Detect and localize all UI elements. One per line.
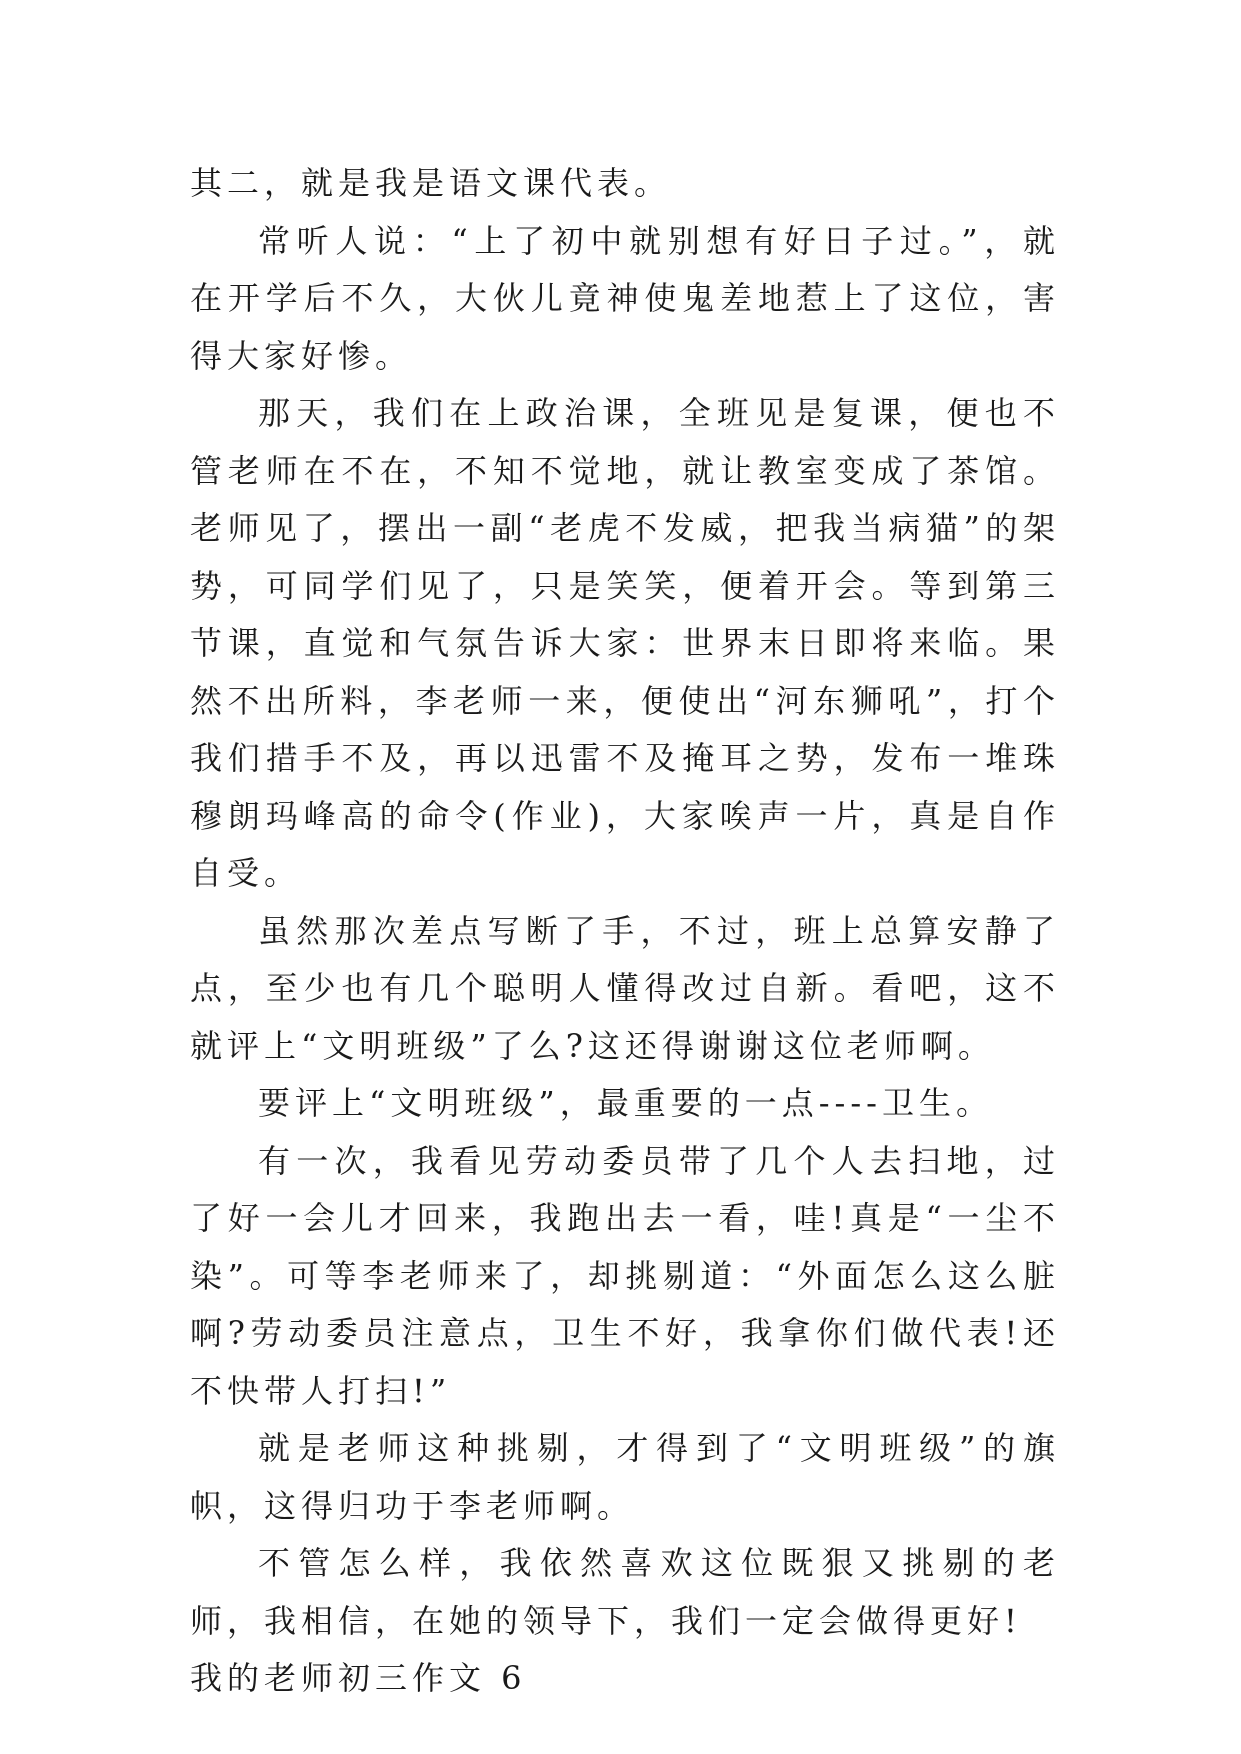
paragraph: 其二，就是我是语文课代表。 [190,164,672,202]
paragraph: 就是老师这种挑剔，才得到了“文明班级”的旗帜，这得归功于李老师啊。 [190,1429,1060,1525]
document-body [190,155,1060,1708]
paragraph: 虽然那次差点写断了手，不过，班上总算安静了点，至少也有几个聪明人懂得改过自新。看吧，这不就评上“文明班级”了么?这还得谢谢这位老师啊。 [190,911,1060,1065]
paragraph: 那天，我们在上政治课，全班见是复课，便也不管老师在不在，不知不觉地，就让教室变成了茶馆。老师见了，摆出一副“老虎不发威，把我当病猫”的架势，可同学们见了，只是笑笑，便着开会。等到第三节课，直觉和气氛告诉大家：世界末日即将来临。果然不出所料，李老师一来，便使出“河东狮吼”，打个我们措手不及，再以迅雷不及掩耳之势，发布一堆珠穆朗玛峰高的命令(作业)，大家唉声一片，真是自作自受。 [190,394,1060,892]
paragraph: 不管怎么样，我依然喜欢这位既狠又挑剔的老师，我相信，在她的领导下，我们一定会做得更好! [190,1544,1060,1640]
section-heading: 我的老师初三作文 6 [190,1659,527,1697]
paragraph: 常听人说：“上了初中就别想有好日子过。”，就在开学后不久，大伙儿竟神使鬼差地惹上了这位，害得大家好惨。 [190,221,1060,375]
paragraph: 要评上“文明班级”，最重要的一点----卫生。 [258,1084,993,1122]
paragraph: 有一次，我看见劳动委员带了几个人去扫地，过了好一会儿才回来，我跑出去一看，哇!真是“一尘不染”。可等李老师来了，却挑剔道：“外面怎么这么脏啊?劳动委员注意点，卫生不好，我拿你们做代表!还不快带人打扫!” [190,1141,1060,1410]
